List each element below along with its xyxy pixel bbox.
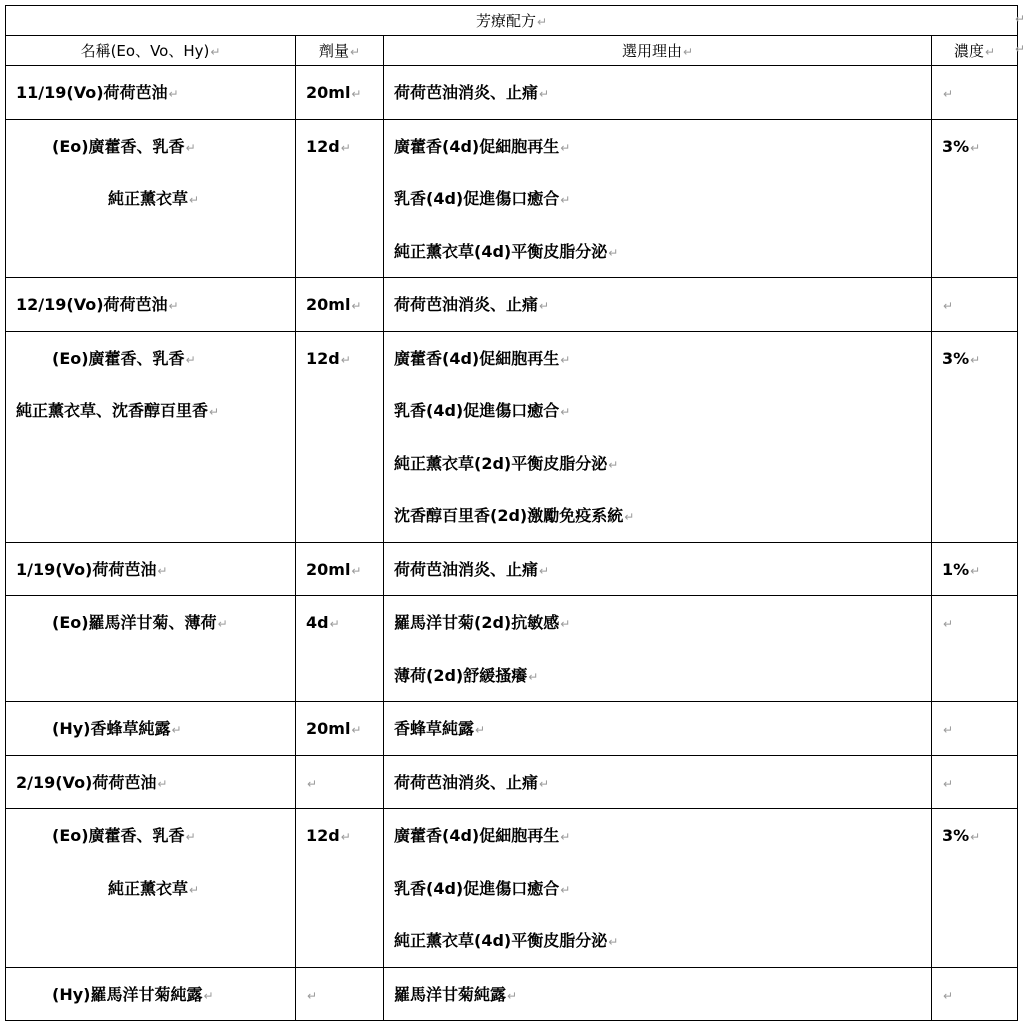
table-row	[6, 278, 1018, 332]
name-line	[6, 543, 295, 596]
dose-line	[296, 120, 383, 173]
reason-line	[384, 66, 931, 119]
cell-dose	[296, 542, 384, 596]
cell-concentration	[932, 596, 1018, 702]
name-text: (Hy)香蜂草純露	[52, 719, 171, 738]
return-mark: ↵	[608, 457, 619, 472]
reason-text: 廣藿香(4d)促細胞再生	[394, 136, 560, 156]
reason-line	[384, 489, 931, 542]
return-mark: ↵	[507, 988, 518, 1003]
dose-text: 12d	[306, 348, 340, 368]
reason-line	[384, 968, 931, 1021]
reason-line	[384, 862, 931, 915]
dose-line	[296, 66, 383, 119]
return-mark: ↵	[349, 45, 361, 59]
return-mark: ↵	[189, 882, 200, 897]
return-mark: ↵	[560, 193, 571, 207]
return-mark: ↵	[185, 140, 196, 155]
return-mark: ↵	[970, 563, 981, 578]
return-mark: ↵	[351, 563, 362, 578]
dose-text: 20ml	[306, 295, 351, 314]
return-mark: ↵	[539, 563, 550, 578]
return-mark: ↵	[608, 245, 619, 260]
concentration-text: 3%	[942, 826, 970, 845]
concentration-text: 3%	[942, 136, 970, 156]
return-mark: ↵	[943, 988, 954, 1003]
cell-reason	[384, 809, 932, 968]
reason-text: 純正薰衣草(4d)平衡皮脂分泌	[394, 241, 608, 261]
reason-line	[384, 384, 931, 437]
cell-concentration	[932, 809, 1018, 968]
cell-name	[6, 809, 296, 968]
edge-return-mark: ↵	[1015, 12, 1025, 26]
reason-line	[384, 437, 931, 490]
table-row	[6, 542, 1018, 596]
dose-line	[296, 596, 383, 649]
table-row	[6, 702, 1018, 756]
cell-reason	[384, 66, 932, 120]
return-mark: ↵	[608, 935, 619, 949]
reason-line	[384, 596, 931, 649]
cell-name	[6, 967, 296, 1021]
return-mark: ↵	[970, 830, 981, 844]
name-text: 純正薰衣草	[108, 189, 189, 208]
reason-text: 羅馬洋甘菊純露	[394, 984, 507, 1004]
return-mark: ↵	[203, 988, 214, 1003]
return-mark: ↵	[171, 723, 182, 737]
cell-dose	[296, 702, 384, 756]
cell-name	[6, 66, 296, 120]
reason-text: 純正薰衣草(4d)平衡皮脂分泌	[394, 931, 608, 950]
return-mark: ↵	[217, 617, 228, 631]
cell-reason	[384, 702, 932, 756]
cell-name	[6, 542, 296, 596]
header-concentration	[932, 36, 1018, 66]
header-dose	[296, 36, 384, 66]
reason-text: 乳香(4d)促進傷口癒合	[394, 189, 560, 208]
name-text: 純正薰衣草、沈香醇百里香	[16, 401, 209, 420]
return-mark: ↵	[475, 723, 486, 737]
reason-line	[384, 278, 931, 331]
reason-text: 荷荷芭油消炎、止痛	[394, 559, 539, 579]
return-mark: ↵	[943, 87, 954, 101]
cell-name	[6, 119, 296, 278]
reason-line	[384, 649, 931, 702]
reason-text: 荷荷芭油消炎、止痛	[394, 772, 539, 792]
cell-concentration	[932, 331, 1018, 542]
return-mark: ↵	[351, 723, 362, 737]
return-mark: ↵	[560, 830, 571, 844]
cell-concentration	[932, 967, 1018, 1021]
concentration-line	[932, 120, 1017, 173]
header-concentration-text: 濃度	[953, 42, 984, 60]
cell-concentration	[932, 66, 1018, 120]
return-mark: ↵	[209, 405, 220, 419]
cell-reason	[384, 755, 932, 809]
return-mark: ↵	[984, 45, 996, 59]
name-text: 2/19(Vo)荷荷芭油	[16, 772, 157, 792]
name-line	[6, 120, 295, 173]
return-mark: ↵	[943, 617, 954, 631]
return-mark: ↵	[329, 617, 340, 631]
return-mark: ↵	[340, 140, 351, 155]
header-reason-text: 選用理由	[621, 42, 682, 60]
return-mark: ↵	[536, 15, 548, 29]
reason-text: 沈香醇百里香(2d)激勵免疫系統	[394, 506, 624, 525]
name-text: (Eo)廣藿香、乳香	[52, 826, 185, 845]
dose-text: 12d	[306, 136, 340, 156]
name-text: 1/19(Vo)荷荷芭油	[16, 559, 157, 579]
concentration-line	[932, 543, 1017, 596]
cell-name	[6, 596, 296, 702]
cell-reason	[384, 542, 932, 596]
concentration-text: 3%	[942, 348, 970, 368]
reason-line	[384, 225, 931, 278]
reason-line	[384, 543, 931, 596]
name-text: 12/19(Vo)荷荷芭油	[16, 295, 168, 314]
cell-dose	[296, 967, 384, 1021]
table-row	[6, 119, 1018, 278]
return-mark: ↵	[970, 352, 981, 367]
cell-reason	[384, 331, 932, 542]
return-mark: ↵	[185, 830, 196, 844]
header-name	[6, 36, 296, 66]
return-mark: ↵	[157, 563, 168, 578]
cell-dose	[296, 278, 384, 332]
cell-name	[6, 331, 296, 542]
cell-reason	[384, 967, 932, 1021]
reason-text: 廣藿香(4d)促細胞再生	[394, 348, 560, 368]
concentration-line	[932, 332, 1017, 385]
dose-text: 20ml	[306, 559, 351, 579]
header-name-text: 名稱(Eo、Vo、Hy)	[80, 42, 210, 60]
name-text: 純正薰衣草	[108, 878, 189, 898]
table-row	[6, 755, 1018, 809]
cell-concentration	[932, 278, 1018, 332]
cell-reason	[384, 119, 932, 278]
reason-line	[384, 332, 931, 385]
dose-text: 20ml	[306, 83, 351, 102]
reason-text: 乳香(4d)促進傷口癒合	[394, 878, 560, 898]
table-title	[6, 6, 1018, 36]
name-text: (Eo)廣藿香、乳香	[52, 136, 185, 156]
cell-concentration	[932, 542, 1018, 596]
cell-dose	[296, 331, 384, 542]
return-mark: ↵	[351, 299, 362, 313]
aromatherapy-formula-document	[5, 5, 1018, 1021]
return-mark: ↵	[307, 988, 318, 1003]
concentration-line	[932, 596, 1017, 649]
reason-text: 羅馬洋甘菊(2d)抗敏感	[394, 613, 560, 632]
name-line	[6, 702, 295, 755]
table-row	[6, 967, 1018, 1021]
cell-concentration	[932, 702, 1018, 756]
reason-text: 荷荷芭油消炎、止痛	[394, 83, 539, 102]
cell-reason	[384, 596, 932, 702]
return-mark: ↵	[970, 140, 981, 155]
return-mark: ↵	[943, 723, 954, 737]
return-mark: ↵	[189, 193, 200, 207]
return-mark: ↵	[943, 776, 954, 791]
cell-dose	[296, 755, 384, 809]
concentration-line	[932, 756, 1017, 809]
dose-line	[296, 278, 383, 331]
header-dose-text: 劑量	[318, 42, 349, 60]
table-row	[6, 809, 1018, 968]
name-line	[6, 66, 295, 119]
name-line	[6, 596, 295, 649]
dose-text: 12d	[306, 826, 340, 845]
concentration-line	[932, 278, 1017, 331]
table-title-text: 芳療配方	[475, 12, 536, 30]
cell-name	[6, 702, 296, 756]
concentration-text: 1%	[942, 559, 970, 579]
dose-line	[296, 756, 383, 809]
reason-line	[384, 756, 931, 809]
return-mark: ↵	[168, 87, 179, 101]
aromatherapy-formula-table	[5, 5, 1018, 1021]
return-mark: ↵	[168, 299, 179, 313]
reason-text: 薄荷(2d)舒緩搔癢	[394, 665, 528, 685]
reason-text: 乳香(4d)促進傷口癒合	[394, 401, 560, 420]
reason-text: 純正薰衣草(2d)平衡皮脂分泌	[394, 453, 608, 473]
return-mark: ↵	[560, 617, 571, 631]
return-mark: ↵	[560, 352, 571, 367]
return-mark: ↵	[340, 352, 351, 367]
reason-text: 香蜂草純露	[394, 719, 475, 738]
return-mark: ↵	[157, 776, 168, 791]
reason-line	[384, 702, 931, 755]
cell-dose	[296, 596, 384, 702]
reason-text: 荷荷芭油消炎、止痛	[394, 295, 539, 314]
table-row	[6, 596, 1018, 702]
name-text: (Eo)羅馬洋甘菊、薄荷	[52, 613, 217, 632]
name-text: 11/19(Vo)荷荷芭油	[16, 83, 168, 102]
dose-line	[296, 809, 383, 862]
dose-line	[296, 968, 383, 1021]
return-mark: ↵	[539, 776, 550, 791]
concentration-line	[932, 66, 1017, 119]
cell-dose	[296, 119, 384, 278]
name-line	[6, 172, 295, 225]
return-mark: ↵	[528, 669, 539, 684]
concentration-line	[932, 809, 1017, 862]
return-mark: ↵	[943, 299, 954, 313]
cell-dose	[296, 809, 384, 968]
table-row	[6, 66, 1018, 120]
table-row	[6, 331, 1018, 542]
dose-text: 4d	[306, 613, 329, 632]
return-mark: ↵	[560, 882, 571, 897]
return-mark: ↵	[539, 87, 550, 101]
name-line	[6, 384, 295, 437]
cell-name	[6, 278, 296, 332]
cell-name	[6, 755, 296, 809]
name-line	[6, 756, 295, 809]
concentration-line	[932, 968, 1017, 1021]
return-mark: ↵	[560, 405, 571, 419]
cell-concentration	[932, 755, 1018, 809]
return-mark: ↵	[351, 87, 362, 101]
return-mark: ↵	[624, 510, 635, 524]
return-mark: ↵	[682, 45, 694, 59]
edge-return-mark: ↵	[1015, 42, 1025, 56]
cell-reason	[384, 278, 932, 332]
reason-line	[384, 914, 931, 967]
cell-dose	[296, 66, 384, 120]
dose-line	[296, 332, 383, 385]
reason-text: 廣藿香(4d)促細胞再生	[394, 826, 560, 845]
return-mark: ↵	[185, 352, 196, 367]
return-mark: ↵	[539, 299, 550, 313]
header-reason	[384, 36, 932, 66]
dose-line	[296, 543, 383, 596]
reason-line	[384, 809, 931, 862]
reason-line	[384, 120, 931, 173]
return-mark: ↵	[340, 830, 351, 844]
dose-line	[296, 702, 383, 755]
name-line	[6, 809, 295, 862]
return-mark: ↵	[560, 140, 571, 155]
cell-concentration	[932, 119, 1018, 278]
reason-line	[384, 172, 931, 225]
name-line	[6, 278, 295, 331]
name-line	[6, 862, 295, 915]
name-text: (Hy)羅馬洋甘菊純露	[52, 984, 203, 1004]
name-line	[6, 332, 295, 385]
concentration-line	[932, 702, 1017, 755]
name-text: (Eo)廣藿香、乳香	[52, 348, 185, 368]
return-mark: ↵	[307, 776, 318, 791]
return-mark: ↵	[210, 45, 221, 59]
name-line	[6, 968, 295, 1021]
dose-text: 20ml	[306, 719, 351, 738]
